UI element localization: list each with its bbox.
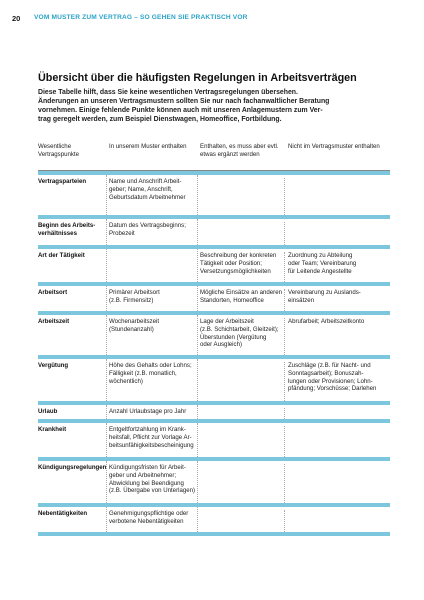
intro-paragraph — [38, 88, 390, 124]
cell-in-muster — [109, 222, 197, 238]
cell-in-muster — [109, 318, 197, 334]
column-header-nicht-enthalten — [288, 143, 388, 151]
cell-in-muster — [109, 408, 197, 416]
table-row — [38, 245, 390, 282]
table-body — [38, 171, 390, 532]
column-divider — [284, 464, 285, 503]
cell-line: verbotene Nebentätigkeiten — [109, 517, 184, 525]
row-label — [38, 510, 102, 518]
column-header-vertragspunkte — [38, 143, 106, 159]
cell-line: Überstunden (Vergütung — [200, 333, 267, 341]
cell-line: Vereinbarung zu Auslands- — [288, 289, 361, 296]
page-title: Übersicht über die häufigsten Regelungen in Arbeitsverträgen — [38, 72, 357, 84]
column-divider — [197, 249, 198, 282]
cell-line: Wochenarbeitszeit — [109, 318, 160, 325]
cell-line: Versetzungsmöglichkeiten — [200, 267, 271, 275]
intro-line: trag geregelt werden, zum Beispiel Dienstwagen, Homeoffice, Fortbildung. — [38, 116, 282, 123]
cell-in-muster — [109, 510, 197, 526]
cell-in-muster — [109, 362, 197, 385]
column-divider — [106, 315, 107, 355]
table-row — [38, 419, 390, 457]
intro-line: vornehmen. Einige fehlende Punkte können auch mit unseren Anlagemustern zum Ver- — [38, 107, 323, 114]
header-line: evtl. etwas ergänzt werden — [200, 143, 279, 158]
column-divider — [284, 362, 285, 401]
cell-line: Datum des Vertragsbeginns; — [109, 222, 186, 229]
row-label — [38, 426, 102, 434]
column-divider — [284, 222, 285, 245]
column-divider — [106, 249, 107, 282]
cell-line: Mögliche Einsätze an anderen — [200, 289, 282, 296]
column-divider — [106, 219, 107, 245]
cell-line: beitsunfähigkeitsbescheinigung — [109, 441, 194, 449]
running-header-title: VOM MUSTER ZUM VERTRAG – SO GEHEN SIE PRAKTISCH VOR — [34, 14, 248, 21]
cell-line: verhältnisses — [38, 229, 77, 237]
column-divider — [197, 507, 198, 532]
cell-line: Kündigungsregelungen — [38, 464, 107, 471]
table-row — [38, 355, 390, 401]
cell-line: Zuordnung zu Abteilung — [288, 252, 353, 259]
header-line: Enthalten, es muss aber — [200, 143, 266, 150]
cell-line: (Stundenanzahl) — [109, 325, 154, 333]
table-row — [38, 503, 390, 532]
cell-line: (z.B. Übergabe von Unterlagen) — [109, 487, 196, 495]
table-row — [38, 401, 390, 419]
table-end-rule — [38, 532, 390, 536]
intro-line: Änderungen an unseren Vertragsmustern sollten Sie nur nach fachanwaltlicher Beratung — [38, 98, 330, 105]
cell-line: oder Ausgleich) — [200, 341, 243, 349]
cell-line: Vertragsparteien — [38, 178, 87, 185]
cell-nicht-enthalten — [288, 252, 388, 275]
cell-line: pfändung; Vorschüsse; Darlehen — [288, 385, 377, 393]
row-label — [38, 362, 102, 370]
row-label — [38, 252, 102, 260]
column-divider — [284, 510, 285, 532]
cell-line: Art der Tätigkeit — [38, 252, 85, 259]
cell-line: Lage der Arbeitszeit — [200, 318, 254, 325]
cell-in-muster — [109, 464, 197, 495]
cell-line: Zuschläge (z.B. für Nacht- und — [288, 362, 371, 369]
cell-line: Standorten, Homeoffice — [200, 296, 264, 304]
column-divider — [106, 461, 107, 503]
table-row — [38, 311, 390, 355]
column-divider — [197, 461, 198, 503]
column-divider — [197, 423, 198, 457]
cell-nicht-enthalten — [288, 362, 388, 393]
cell-line: Fälligkeit (z.B. monatlich, — [109, 369, 177, 377]
cell-in-muster — [109, 289, 197, 305]
column-divider — [106, 405, 107, 419]
cell-line: Probezeit — [109, 229, 135, 237]
cell-line: Name und Anschrift Arbeit- — [109, 178, 182, 185]
column-divider — [284, 426, 285, 457]
table-row — [38, 457, 390, 503]
cell-line: Nebentätigkeiten — [38, 510, 88, 517]
column-divider — [197, 219, 198, 245]
page-number: 20 — [12, 14, 21, 23]
cell-line: Primärer Arbeitsort — [109, 289, 160, 296]
cell-line: einsätzen — [288, 296, 315, 304]
cell-nicht-enthalten — [288, 289, 388, 305]
cell-line: (z.B. Schichtarbeit, Gleitzeit); — [200, 325, 279, 333]
row-label — [38, 222, 102, 238]
header-line: In unserem Muster enthalten — [109, 143, 187, 150]
column-divider — [197, 286, 198, 311]
row-label — [38, 408, 102, 416]
column-header-in-muster — [109, 143, 199, 151]
cell-line: lungen oder Provisionen; Lohn- — [288, 377, 373, 385]
header-line: Vertragspunkte — [38, 150, 79, 158]
cell-in-muster — [109, 178, 197, 201]
cell-line: oder Team; Vereinbarung — [288, 259, 357, 267]
column-divider — [284, 408, 285, 419]
column-divider — [106, 507, 107, 532]
cell-line: Geburtsdatum Arbeitnehmer — [109, 193, 186, 201]
cell-line: heitsfall, Pflicht zur Vorlage Ar- — [109, 433, 192, 441]
cell-line: für Leitende Angestellte — [288, 267, 352, 275]
cell-line: Urlaub — [38, 408, 58, 415]
cell-line: Entgeltfortzahlung im Krank- — [109, 426, 186, 433]
column-divider — [197, 359, 198, 401]
cell-line: Genehmigungspflichtige oder — [109, 510, 189, 517]
cell-line: geber und Arbeitnehmer; — [109, 471, 177, 479]
cell-line: Beginn des Arbeits- — [38, 222, 96, 229]
cell-line: Tätigkeit oder Position; — [200, 259, 262, 267]
cell-line: Arbeitsort — [38, 289, 68, 296]
row-label — [38, 178, 102, 186]
cell-line: Anzahl Urlaubstage pro Jahr — [109, 408, 187, 415]
header-line: Wesentliche — [38, 143, 72, 150]
cell-line: Krankheit — [38, 426, 67, 433]
cell-line: (z.B. Firmensitz) — [109, 296, 154, 304]
column-divider — [197, 315, 198, 355]
column-divider — [106, 359, 107, 401]
table-row — [38, 171, 390, 215]
row-label — [38, 464, 107, 472]
cell-line: Vergütung — [38, 362, 69, 369]
cell-line: Kündigungsfristen für Arbeit- — [109, 464, 186, 471]
cell-line: geber; Name, Anschrift, — [109, 185, 173, 193]
column-divider — [197, 405, 198, 419]
column-header-ergaenzen — [200, 143, 288, 159]
cell-line: Abrufarbeit; Arbeitszeitkonto — [288, 318, 365, 325]
cell-line: Abwicklung bei Beendigung — [109, 479, 184, 487]
intro-line: Diese Tabelle hilft, dass Sie keine wesentlichen Vertragsregelungen übersehen. — [38, 89, 298, 96]
row-label — [38, 318, 102, 326]
column-divider — [284, 178, 285, 215]
running-header — [0, 14, 424, 26]
table-row — [38, 215, 390, 245]
column-divider — [197, 175, 198, 215]
cell-nicht-enthalten — [288, 318, 388, 326]
row-label — [38, 289, 102, 297]
column-divider — [106, 423, 107, 457]
cell-ergaenzen — [200, 289, 286, 305]
cell-in-muster — [109, 426, 197, 449]
cell-line: Arbeitszeit — [38, 318, 70, 325]
header-line: enthalten — [354, 143, 380, 150]
column-divider — [106, 286, 107, 311]
cell-ergaenzen — [200, 252, 286, 275]
header-line: Nicht im Vertragsmuster — [288, 143, 354, 150]
cell-line: Sonntagsarbeit); Bonuszah- — [288, 369, 364, 377]
cell-line: wöchentlich) — [109, 377, 143, 385]
regulations-table — [38, 139, 390, 536]
column-divider — [106, 175, 107, 215]
cell-ergaenzen — [200, 318, 286, 349]
cell-line: Beschreibung der konkreten — [200, 252, 277, 259]
table-header — [38, 139, 390, 171]
cell-line: Höhe des Gehalts oder Lohns; — [109, 362, 192, 369]
table-row — [38, 282, 390, 311]
